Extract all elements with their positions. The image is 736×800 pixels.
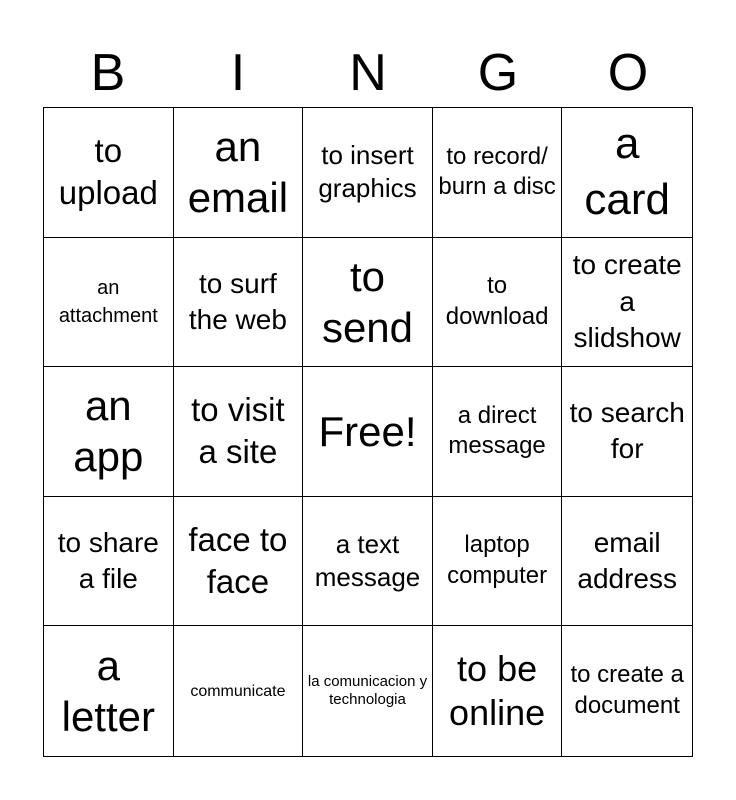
header-letter-i: I	[230, 44, 246, 102]
cell-text: to search for	[569, 397, 685, 465]
cell-text: a letter	[61, 641, 155, 741]
cell-text: face to face	[188, 520, 288, 601]
cell-text: la comunicacion y technologia	[307, 673, 428, 709]
bingo-cell[interactable]	[562, 367, 692, 497]
bingo-cell[interactable]	[303, 108, 433, 238]
cell-text: communicate	[190, 682, 286, 700]
bingo-cell[interactable]	[433, 367, 563, 497]
cell-text: to create a slidshow	[572, 249, 682, 354]
bingo-cell[interactable]	[174, 238, 304, 368]
cell-text: to upload	[58, 132, 158, 212]
cell-text: a direct message	[448, 401, 546, 460]
cell-text: to create a document	[570, 661, 684, 720]
bingo-cell[interactable]	[562, 497, 692, 627]
cell-text: to surf the web	[188, 267, 287, 335]
bingo-cell[interactable]	[433, 238, 563, 368]
bingo-cell[interactable]	[433, 626, 563, 756]
cell-text: to share a file	[57, 526, 159, 595]
bingo-cell[interactable]	[44, 626, 174, 756]
cell-text: an app	[73, 382, 144, 481]
bingo-header	[43, 40, 693, 106]
cell-text: to record/ burn a disc	[438, 142, 556, 201]
cell-text: an attachment	[58, 276, 158, 327]
header-letter-b: B	[90, 44, 126, 102]
header-letter-g: G	[477, 44, 519, 102]
cell-text: laptop computer	[447, 531, 548, 590]
free-space-cell[interactable]	[303, 367, 433, 497]
cell-text: an email	[187, 123, 289, 222]
bingo-cell[interactable]	[303, 626, 433, 756]
bingo-cell[interactable]	[174, 497, 304, 627]
cell-text: email address	[577, 526, 677, 595]
bingo-cell[interactable]	[433, 108, 563, 238]
bingo-cell[interactable]	[174, 367, 304, 497]
header-letter-n: N	[349, 44, 387, 102]
bingo-cell[interactable]	[562, 108, 692, 238]
cell-text: to insert graphics	[318, 140, 417, 204]
header-letter-o: O	[607, 44, 649, 102]
cell-text: to send	[321, 252, 414, 351]
bingo-cell[interactable]	[433, 497, 563, 627]
bingo-cell[interactable]	[562, 238, 692, 368]
cell-text: a card	[584, 118, 670, 225]
bingo-cell[interactable]	[44, 367, 174, 497]
bingo-cell[interactable]	[44, 238, 174, 368]
bingo-cell[interactable]	[303, 238, 433, 368]
bingo-cell[interactable]	[174, 626, 304, 756]
bingo-cell[interactable]	[303, 497, 433, 627]
cell-text: to download	[445, 272, 549, 330]
bingo-cell[interactable]	[44, 108, 174, 238]
cell-text: to visit a site	[191, 391, 285, 471]
cell-text: a text message	[314, 528, 421, 593]
cell-text: to be online	[449, 648, 546, 734]
bingo-cell[interactable]	[44, 497, 174, 627]
bingo-board	[43, 107, 693, 757]
cell-text: Free!	[318, 407, 417, 455]
bingo-cell[interactable]	[174, 108, 304, 238]
bingo-cell[interactable]	[562, 626, 692, 756]
